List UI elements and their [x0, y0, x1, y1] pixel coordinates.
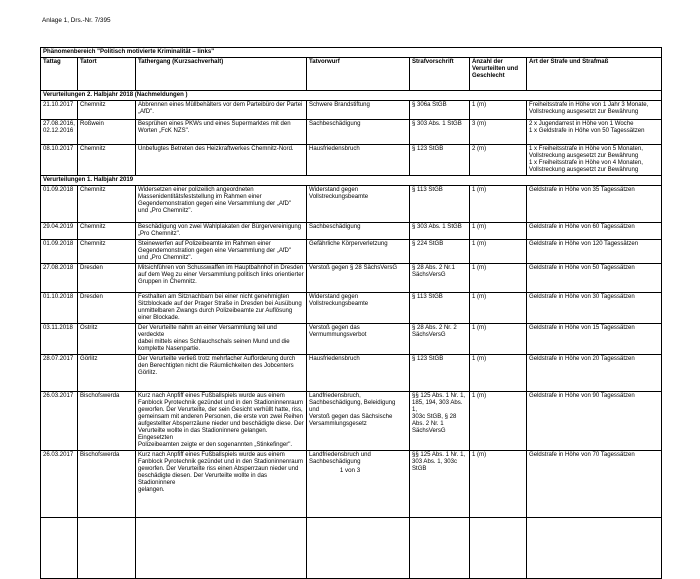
cell-tatort — [78, 518, 136, 579]
section-title: Verurteilungen 1. Halbjahr 2019 — [41, 176, 662, 186]
table-row — [41, 186, 662, 223]
section-row — [41, 176, 662, 186]
cell-anzahl: 2 (m) — [470, 145, 527, 176]
cell-tatort: Dresden — [78, 293, 136, 324]
cell-tatort: Chemnitz — [78, 240, 136, 264]
cell-strafvorschrift: § 28 Abs. 2 Nr. 2 SächsVersG — [410, 324, 470, 355]
cell-strafe: Freiheitsstrafe in Höhe von 1 Jahr 3 Monate, Vollstreckung ausgesetzt zur Bewährung — [527, 101, 662, 120]
cell-tattag: 03.11.2018 — [41, 324, 78, 355]
cell-tattag: 27.08.2016, 02.12.2016 — [41, 120, 78, 145]
cell-strafe: Geldstrafe in Höhe von 120 Tagessätzen — [527, 240, 662, 264]
cell-tathergang: Kurz nach Anpfiff eines Fußballspiels wurde aus einem Fanblock Pyrotechnik gezündet und in den Stadioninnenraum geworfen. Der Verurteilte riss einen Absperrzaun nieder und beschädigte diesen. Der Verurteilte wollte in das Stadioninnere gelangen. — [136, 451, 307, 518]
cell-tathergang: Abbrennen eines Müllbehälters vor dem Parteibüro der Partei „AfD". — [136, 101, 307, 120]
cell-tattag: 01.09.2018 — [41, 240, 78, 264]
cell-tattag: 08.10.2017 — [41, 145, 78, 176]
cell-tattag: 26.03.2017 — [41, 451, 78, 518]
cell-strafvorschrift: § 224 StGB — [410, 240, 470, 264]
cell-tattag: 29.04.2019 — [41, 223, 78, 240]
table-row — [41, 324, 662, 355]
cell-strafe: Geldstrafe in Höhe von 70 Tagessätzen — [527, 451, 662, 518]
cell-strafvorschrift: § 28 Abs. 2 Nr.1 SächsVersG — [410, 264, 470, 293]
cell-strafe: Geldstrafe in Höhe von 50 Tagessätzen — [527, 264, 662, 293]
cell-tatvorwurf: Schwere Brandstiftung — [307, 101, 410, 120]
cell-tatvorwurf: Widerstand gegen Vollstreckungsbeamte — [307, 186, 410, 223]
cell-tatvorwurf: Verstoß gegen das Vermummungsverbot — [307, 324, 410, 355]
cell-anzahl: 1 (m) — [470, 392, 527, 451]
col-header-tattag: Tattag — [41, 58, 78, 91]
col-header-tatort: Tatort — [78, 58, 136, 91]
col-header-tatvorwurf: Tatvorwurf — [307, 58, 410, 91]
table-title: Phänomenbereich "Politisch motivierte Kriminalität – links" — [41, 48, 662, 58]
cell-tathergang: Steinewerfen auf Polizeibeamte im Rahmen einer Gegendemonstration gegen eine Versammlung der „AfD" und „Pro Chemnitz". — [136, 240, 307, 264]
cell-tatort: Roßwein — [78, 120, 136, 145]
cell-strafe: Geldstrafe in Höhe von 60 Tagessätzen — [527, 223, 662, 240]
cell-tatvorwurf: Sachbeschädigung — [307, 223, 410, 240]
cell-anzahl: 1 (m) — [470, 240, 527, 264]
cell-tatvorwurf: Sachbeschädigung — [307, 120, 410, 145]
cell-strafe — [527, 518, 662, 579]
document-reference: Anlage 1, Drs.-Nr. 7/395 — [42, 17, 111, 24]
cell-strafe: 2 x Jugendarrest in Höhe von 1 Woche 1 x Geldstrafe in Höhe von 50 Tagessätzen — [527, 120, 662, 145]
cell-strafvorschrift: § 113 StGB — [410, 186, 470, 223]
cell-tattag: 26.03.2017 — [41, 392, 78, 451]
cell-tattag: 28.07.2017 — [41, 355, 78, 392]
table-row — [41, 264, 662, 293]
cell-tathergang: Der Verurteilte nahm an einer Versammlung teil und verdeckte dabei mittels eines Schlauchschals seinen Mund und die komplette Nasenpartie. — [136, 324, 307, 355]
cell-strafvorschrift: § 123 StGB — [410, 355, 470, 392]
cell-tathergang: Besprühen eines PKWs und eines Supermarktes mit den Worten „FcK NZS". — [136, 120, 307, 145]
table-row — [41, 355, 662, 392]
cell-anzahl: 3 (m) — [470, 120, 527, 145]
cell-tatvorwurf: Widerstand gegen Vollstreckungsbeamte — [307, 293, 410, 324]
cell-tathergang: Mitsichführen von Schusswaffen im Hauptbahnhof in Dresden auf dem Weg zu einer Versammlung politisch links orientierter Gruppen in Chemnitz. — [136, 264, 307, 293]
cell-strafvorschrift: § 306a StGB — [410, 101, 470, 120]
table-row — [41, 518, 662, 579]
cell-tathergang — [136, 518, 307, 579]
cell-tattag: 21.10.2017 — [41, 101, 78, 120]
cell-strafvorschrift: § 303 Abs. 1 StGB — [410, 223, 470, 240]
cell-tathergang: Widersetzen einer polizeilich angeordneten Massenidentitätsfeststellung im Rahmen einer Gegendemonstration gegen eine Versammlung der „AfD" und „Pro Chemnitz". — [136, 186, 307, 223]
section-row — [41, 91, 662, 101]
cell-tattag: 01.09.2018 — [41, 186, 78, 223]
cell-tathergang: Festhalten am Sitznachbarn bei einer nicht genehmigten Sitzblockade auf der Prager Straße in Dresden bei Ausübung unmittelbaren Zwangs durch Polizeibeamte zur Auflösung einer Blockade. — [136, 293, 307, 324]
cell-tatort: Chemnitz — [78, 101, 136, 120]
cell-anzahl: 1 (m) — [470, 186, 527, 223]
cell-tatort: Bischofswerda — [78, 451, 136, 518]
cell-anzahl — [470, 518, 527, 579]
table-row — [41, 223, 662, 240]
cell-anzahl: 1 (m) — [470, 101, 527, 120]
cell-tatvorwurf: Landfriedensbruch und Sachbeschädigung — [307, 451, 410, 518]
cell-tatvorwurf: Verstoß gegen § 28 SächsVersG — [307, 264, 410, 293]
col-header-tathergang: Tathergang (Kurzsachverhalt) — [136, 58, 307, 91]
cell-strafvorschrift: § 303 Abs. 1 StGB — [410, 120, 470, 145]
cell-tatvorwurf: Hausfriedensbruch — [307, 145, 410, 176]
cell-tatort: Chemnitz — [78, 223, 136, 240]
cell-tatort: Chemnitz — [78, 186, 136, 223]
cell-strafvorschrift: §§ 125 Abs. 1 Nr. 1, 303 Abs. 1, 303c StGB — [410, 451, 470, 518]
cell-strafvorschrift: § 123 StGB — [410, 145, 470, 176]
page-number: 1 von 3 — [339, 467, 361, 474]
cell-anzahl: 1 (m) — [470, 324, 527, 355]
cell-anzahl: 1 (m) — [470, 451, 527, 518]
cell-tatort: Ostritz — [78, 324, 136, 355]
cell-strafe: Geldstrafe in Höhe von 15 Tagessätzen — [527, 324, 662, 355]
cell-strafvorschrift — [410, 518, 470, 579]
cell-anzahl: 1 (m) — [470, 293, 527, 324]
table-row — [41, 293, 662, 324]
cell-strafe: Geldstrafe in Höhe von 90 Tagessätzen — [527, 392, 662, 451]
cell-strafvorschrift: §§ 125 Abs. 1 Nr. 1, 185, 194, 303 Abs. 1, 303c StGB, § 28 Abs. 2 Nr. 1 SächsVersG — [410, 392, 470, 451]
cell-tathergang: Beschädigung von zwei Wahlplakaten der Bürgervereinigung „Pro Chemnitz". — [136, 223, 307, 240]
cell-tathergang: Kurz nach Anpfiff eines Fußballspiels wurde aus einem Fanblock Pyrotechnik gezündet und in den Stadioninnenraum geworfen. Der Verurteilte, der sein Gesicht verhüllt hatte, riss, gemeinsam mit anderen Personen, die erste von zwei Reihen aufgestellter Absperrzäune nieder und beschädigte diese. Der Verurteilte wollte in das Stadioninnere gelangen. Eingesetzten Polizeibeamten zeigte er den sogenannten „Stinkefinger". — [136, 392, 307, 451]
cell-tatvorwurf: Hausfriedensbruch — [307, 355, 410, 392]
cell-tatvorwurf — [307, 518, 410, 579]
cell-tattag — [41, 518, 78, 579]
table-row — [41, 392, 662, 451]
cell-tatort: Chemnitz — [78, 145, 136, 176]
section-title: Verurteilungen 2. Halbjahr 2018 (Nachmeldungen ) — [41, 91, 662, 101]
table-row — [41, 101, 662, 120]
table-row — [41, 120, 662, 145]
cell-anzahl: 1 (m) — [470, 223, 527, 240]
cell-tatvorwurf: Gefährliche Körperverletzung — [307, 240, 410, 264]
cell-strafe: Geldstrafe in Höhe von 20 Tagessätzen — [527, 355, 662, 392]
col-header-strafvorschrift: Strafvorschrift — [410, 58, 470, 91]
cell-tatvorwurf: Landfriedensbruch, Sachbeschädigung, Beleidigung und Verstoß gegen das Sächsische Versammlungsgesetz — [307, 392, 410, 451]
cell-strafe: Geldstrafe in Höhe von 30 Tagessätzen — [527, 293, 662, 324]
cell-tatort: Bischofswerda — [78, 392, 136, 451]
cell-anzahl: 1 (m) — [470, 264, 527, 293]
cell-strafe: Geldstrafe in Höhe von 35 Tagessätzen — [527, 186, 662, 223]
cell-tathergang: Der Verurteilte verließ trotz mehrfacher Aufforderung durch den Berechtigten nicht die Räumlichkeiten des Jobcenters Görlitz. — [136, 355, 307, 392]
table-title-row — [41, 48, 662, 58]
table-row — [41, 451, 662, 518]
table-row — [41, 240, 662, 264]
col-header-strafe: Art der Strafe und Strafmaß — [527, 58, 662, 91]
cell-strafvorschrift: § 113 StGB — [410, 293, 470, 324]
cell-tatort: Görlitz — [78, 355, 136, 392]
cell-tathergang: Unbefugtes Betreten des Heizkraftwerkes Chemnitz-Nord. — [136, 145, 307, 176]
cell-tattag: 27.08.2018 — [41, 264, 78, 293]
cell-strafe: 1 x Freiheitsstrafe in Höhe von 5 Monaten, Vollstreckung ausgesetzt zur Bewährung 1 x Freiheitsstrafe in Höhe von 4 Monaten, Vollstreckung ausgesetzt zur Bewährung — [527, 145, 662, 176]
cell-anzahl: 1 (m) — [470, 355, 527, 392]
col-header-anzahl: Anzahl der Verurteilten und Geschlecht — [470, 58, 527, 91]
cell-tattag: 01.10.2018 — [41, 293, 78, 324]
cell-tatort: Dresden — [78, 264, 136, 293]
verdicts-table — [40, 47, 662, 579]
column-header-row — [41, 58, 662, 91]
table-row — [41, 145, 662, 176]
